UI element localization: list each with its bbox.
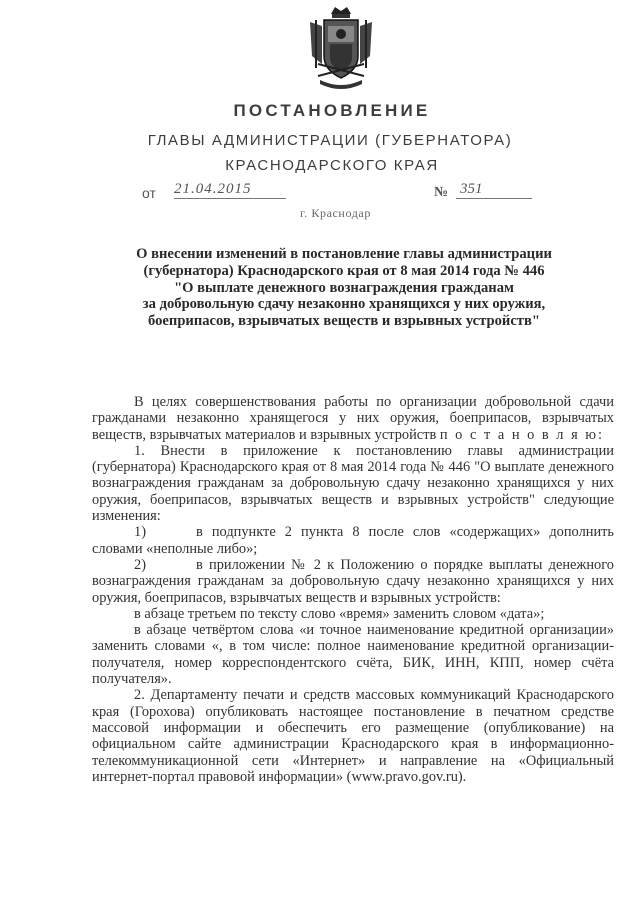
item-1-2-marker: 2) bbox=[134, 556, 146, 573]
issuer-line-2: КРАСНОДАРСКОГО КРАЯ bbox=[225, 157, 439, 174]
date-label: от bbox=[142, 185, 156, 201]
item-1-1-text: в подпункте 2 пункта 8 после слов «содержащих» дополнить словами «неполные либо»; bbox=[92, 524, 614, 557]
document-number: 351 bbox=[456, 181, 532, 199]
document-type-title: ПОСТАНОВЛЕНИЕ bbox=[233, 101, 431, 120]
item-1-2-text: в приложении № 2 к Положению о порядке выплаты денежного вознаграждения гражданам за добровольную сдачу незаконно хранящихся у них оружия, боеприпасов, взрывчатых веществ и взрывных устройств: bbox=[92, 556, 614, 606]
city-label: г. Краснодар bbox=[300, 206, 371, 220]
item-1-1-marker: 1) bbox=[134, 524, 146, 541]
item-1-paragraph: 1. Внести в приложение к постановлению главы администрации (губернатора) Краснодарского края от 8 мая 2014 года № 446 "О выплате денежного вознаграждения гражданам за добровольную сдачу незаконно хранящихся у них оружия, боеприпасов, взрывчатых веществ и взрывных устройств" следующие изменения: bbox=[92, 442, 614, 525]
subject-line: (губернатора) Краснодарского края от 8 мая 2014 года № 446 bbox=[143, 262, 545, 279]
issuer-line-1: ГЛАВЫ АДМИНИСТРАЦИИ (ГУБЕРНАТОРА) bbox=[147, 132, 513, 149]
resolution-verb: п о с т а н о в л я ю: bbox=[439, 426, 605, 443]
item-1-2-paragraph bbox=[92, 557, 614, 606]
item-2-paragraph: 2. Департаменту печати и средств массовых коммуникаций Краснодарского края (Горохова) опубликовать настоящее постановление в печатном средстве массовой информации и обеспечить его размещение (опубликование) на официальном сайте администрации Краснодарского края в информационно-телекоммуникационной сети «Интернет» и направление на «Официальный интернет-портал правовой информации» (www.pravo.gov.ru). bbox=[92, 687, 614, 785]
coat-of-arms-icon bbox=[304, 4, 378, 90]
subject-line: боеприпасов, взрывчатых веществ и взрывных устройств" bbox=[148, 313, 540, 330]
number-label: № bbox=[434, 185, 449, 200]
document-subject bbox=[70, 246, 618, 330]
subitem-a-paragraph: в абзаце третьем по тексту слово «время» заменить словом «дата»; bbox=[134, 605, 545, 622]
document-date: 21.04.2015 bbox=[174, 181, 286, 199]
preamble-paragraph bbox=[92, 394, 614, 443]
document-body bbox=[92, 394, 614, 785]
subject-line: О внесении изменений в постановление главы администрации bbox=[136, 246, 552, 262]
subitem-b-paragraph: в абзаце четвёртом слова «и точное наименование кредитной организации» заменить словами «, в том числе: полное наименование кредитной организации-получателя, номер корреспондентского счёта, БИК, ИНН, КПП, номер счёта получателя». bbox=[92, 622, 614, 688]
subject-line: "О выплате денежного вознаграждения гражданам bbox=[174, 279, 514, 296]
item-1-1-paragraph bbox=[92, 524, 614, 557]
subject-line: за добровольную сдачу незаконно хранящихся у них оружия, bbox=[142, 296, 546, 313]
preamble-text: В целях совершенствования работы по организации добровольной сдачи гражданами незаконно хранящегося у них оружия, боеприпасов, взрывчатых веществ, взрывчатых материалов и взрывных устройств bbox=[92, 394, 614, 443]
